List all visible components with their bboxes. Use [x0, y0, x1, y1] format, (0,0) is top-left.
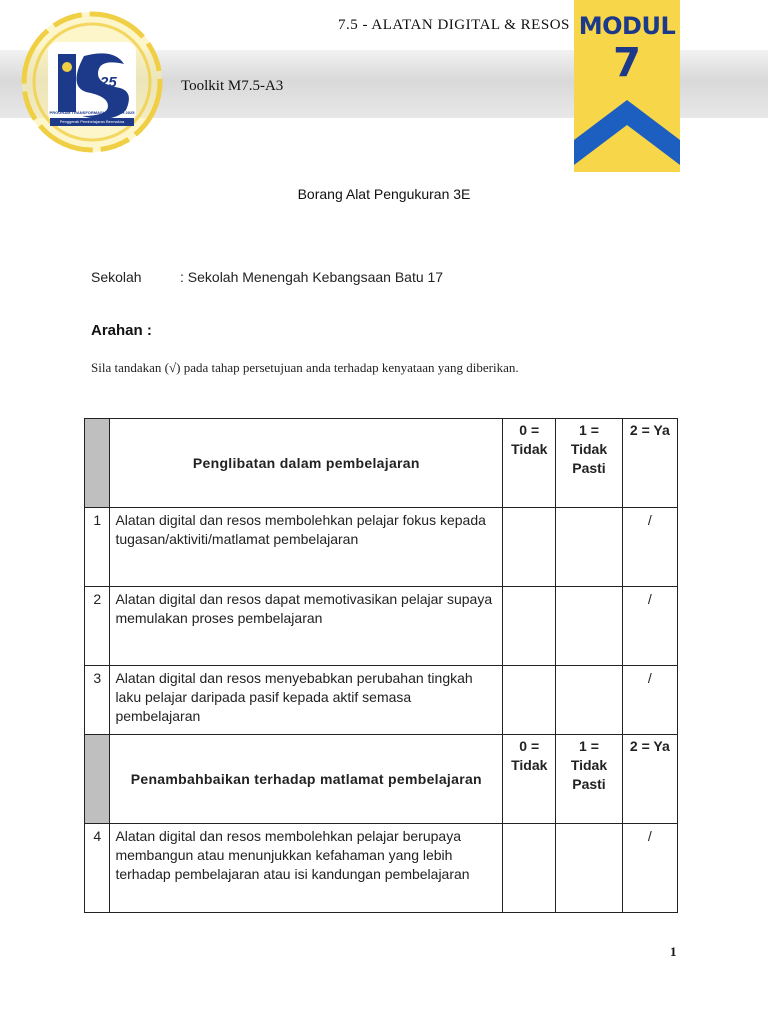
section-title: Penambahbaikan terhadap matlamat pembelajaran	[110, 735, 503, 824]
row-number: 4	[85, 824, 110, 913]
row-number: 2	[85, 587, 110, 666]
scale-0-header: 0 = Tidak	[503, 419, 556, 508]
scale-1-header: 1 = Tidak Pasti	[556, 735, 622, 824]
table-row	[85, 666, 678, 735]
school-row	[91, 269, 443, 285]
school-value: : Sekolah Menengah Kebangsaan Batu 17	[180, 269, 444, 285]
chevron-up-icon	[574, 95, 680, 172]
rating-cell-1[interactable]	[556, 824, 622, 913]
rubric-table	[84, 418, 678, 913]
row-statement: Alatan digital dan resos menyebabkan perubahan tingkah laku pelajar daripada pasif kepada aktif semasa pembelajaran	[110, 666, 503, 735]
rating-cell-2[interactable]: /	[622, 824, 677, 913]
rating-cell-0[interactable]	[503, 824, 556, 913]
header-shade-cell	[85, 419, 110, 508]
logo-number: 25	[100, 74, 117, 91]
program-logo	[20, 4, 170, 164]
rating-cell-1[interactable]	[556, 508, 622, 587]
section-header-row	[85, 735, 678, 824]
school-label: Sekolah	[91, 269, 142, 285]
instruction-text: Sila tandakan (√) pada tahap persetujuan anda terhadap kenyataan yang diberikan.	[91, 360, 519, 375]
table-row	[85, 587, 678, 666]
badge-number: 7	[613, 40, 641, 86]
header-title: 7.5 - ALATAN DIGITAL & RESOS	[338, 17, 570, 33]
rating-cell-0[interactable]	[503, 587, 556, 666]
rating-cell-1[interactable]	[556, 666, 622, 735]
toolkit-label: Toolkit M7.5-A3	[181, 78, 284, 94]
row-statement: Alatan digital dan resos dapat memotivasikan pelajar supaya memulakan proses pembelajaran	[110, 587, 503, 666]
scale-1-header: 1 = Tidak Pasti	[556, 419, 622, 508]
logo-subtitle: Penggerak Pembelajaran Bermakna	[50, 118, 134, 126]
scale-2-header: 2 = Ya	[622, 735, 677, 824]
row-statement: Alatan digital dan resos membolehkan pelajar berupaya membangun atau menunjukkan kefahaman yang lebih terhadap pembelajaran atau isi kandungan pembelajaran	[110, 824, 503, 913]
scale-2-header: 2 = Ya	[622, 419, 677, 508]
modul-badge	[574, 0, 680, 172]
scale-0-header: 0 = Tidak	[503, 735, 556, 824]
row-number: 1	[85, 508, 110, 587]
rating-cell-2[interactable]: /	[622, 587, 677, 666]
table-row	[85, 508, 678, 587]
row-statement: Alatan digital dan resos membolehkan pelajar fokus kepada tugasan/aktiviti/matlamat pembelajaran	[110, 508, 503, 587]
rating-cell-2[interactable]: /	[622, 666, 677, 735]
rating-cell-1[interactable]	[556, 587, 622, 666]
rating-cell-2[interactable]: /	[622, 508, 677, 587]
header-shade-cell	[85, 735, 110, 824]
page-number: 1	[670, 944, 677, 959]
rating-cell-0[interactable]	[503, 508, 556, 587]
section-title: Penglibatan dalam pembelajaran	[110, 419, 503, 508]
row-number: 3	[85, 666, 110, 735]
document-title: Borang Alat Pengukuran 3E	[297, 186, 471, 202]
badge-word: MODUL	[578, 12, 676, 40]
section-header-row	[85, 419, 678, 508]
table-row	[85, 824, 678, 913]
rating-cell-0[interactable]	[503, 666, 556, 735]
logo-program-text: PROGRAM TRANSFORMASI SEKOLAH 2025	[49, 110, 135, 115]
arahan-label: Arahan :	[91, 322, 152, 339]
logo-emblem-icon	[20, 4, 170, 164]
